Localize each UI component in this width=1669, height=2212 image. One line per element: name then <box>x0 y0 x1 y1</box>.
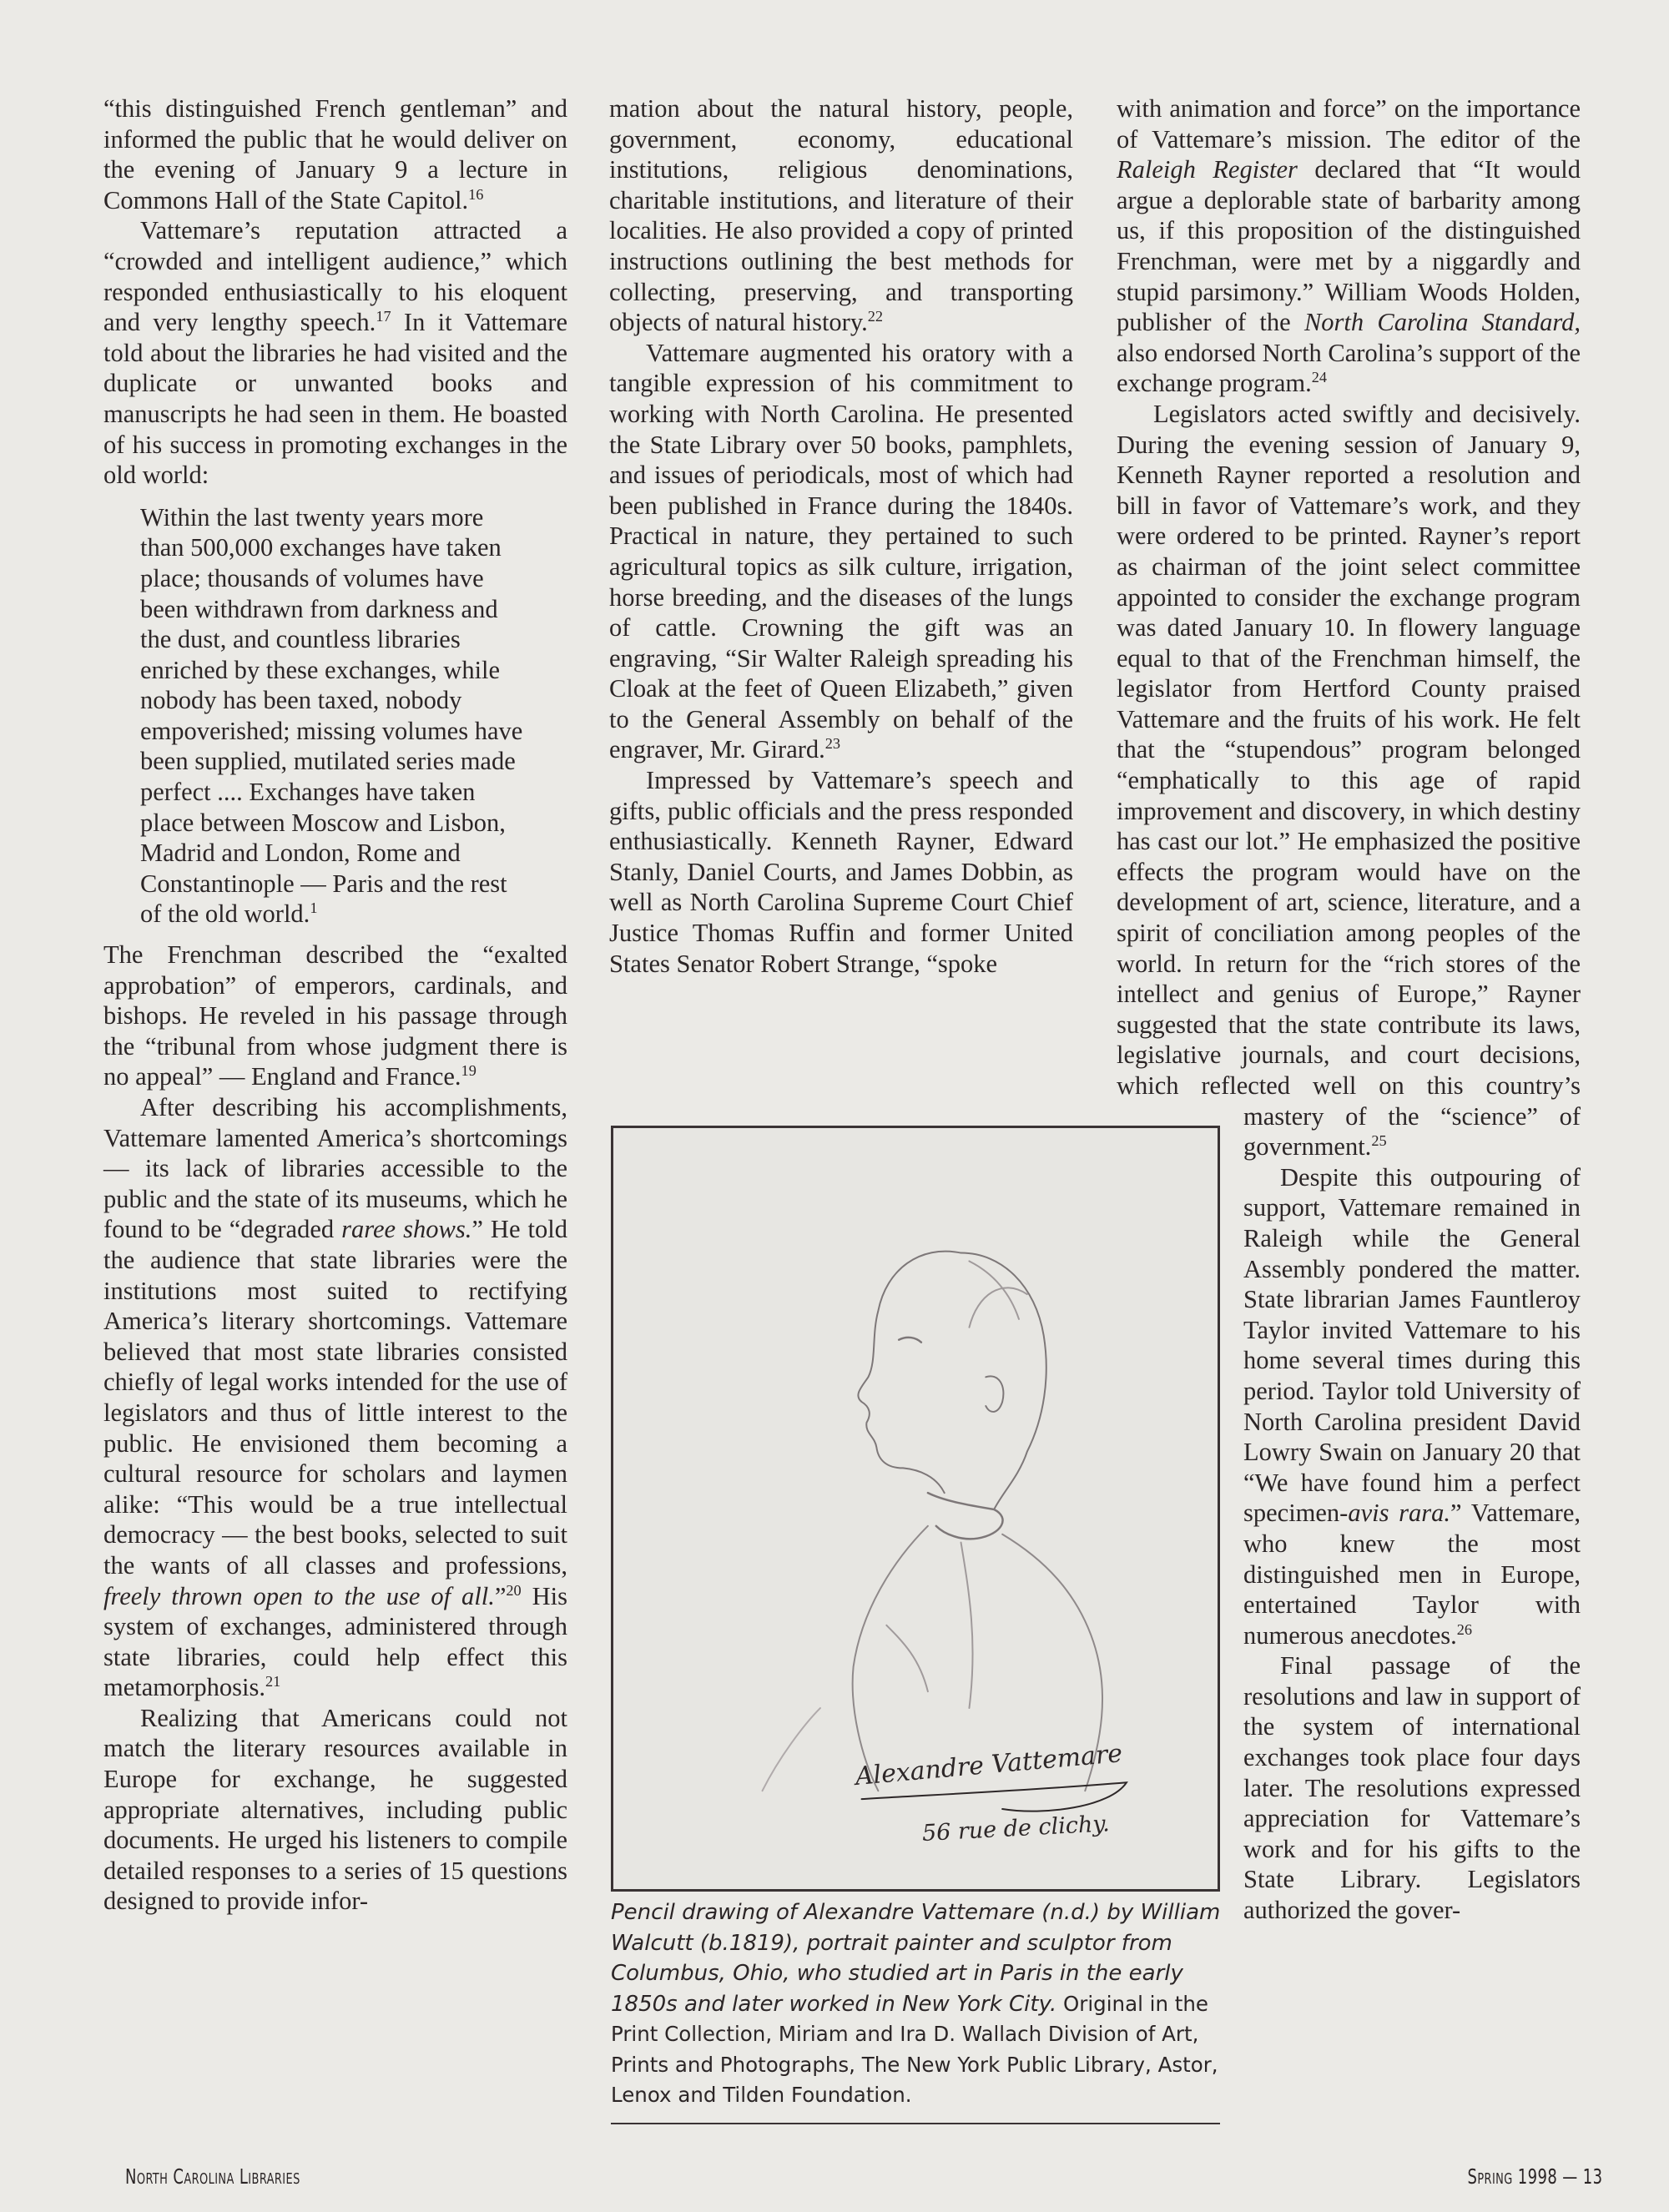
footnote-ref: 26 <box>1456 1620 1473 1638</box>
caption-italic: Pencil drawing of Alexandre Vattemare (n.d.) by William Walcutt (b.1819), portrait painter and sculptor from Columbus, Ohio, who studied art in Paris in the early 1850s and later worked in New York City. <box>611 1900 1221 2017</box>
paragraph: Legislators acted swiftly and decisively. During the evening session of January 9, Kenneth Rayner reported a resolution and bill in favor of Vattemare’s work, and they were ordered to be printed. Rayner’s report as chairman of the joint select committee appointed to consider the exchange program was dated January 10. In flowery language equal to that of the Frenchman himself, the legislator from Hertford County praised Vattemare and the fruits of his work. He felt that the “stupendous” program belonged “emphatically to this age of rapid improvement and discovery, in which destiny has cast our lot.” He emphasized the positive effects the program would have on the development of art, science, literature, and a spirit of conciliation among peoples of the world. In return for the “rich stores of the intellect and genius of Europe,” Rayner suggested that the state contribute its laws, legislative journals, and court decisions, which reflected well on this country’s mastery of the “science” of government.$^{25}$ <box>1117 399 1581 1161</box>
caption-credit: Original in the Print Collection, Miriam and Ira D. Wallach Division of Art, Prints and Photographs, The New York Public Library, Astor, Lenox and Tilden Foundation. <box>611 1991 1218 2107</box>
footnote-ref: 22 <box>867 308 884 325</box>
italic-text: raree shows. <box>341 1215 472 1244</box>
footnote-ref: 16 <box>468 185 484 203</box>
signature-address: 56 rue de clichy. <box>921 1811 1111 1847</box>
block-quote: Within the last twenty years more than 500,000 exchanges have taken place; thousands of volumes have been withdrawn from darkness and the dust, and countless libraries enriched by these exchanges, while nobody has been taxed, nobody empoverished; missing volumes have been supplied, mutilated series made perfect .... Exchanges have taken place between Moscow and Lisbon, Madrid and London, Rome and Constantinople — Paris and the rest of the old world.$^1$ <box>140 502 523 929</box>
paragraph: Vattemare augmented his oratory with a tangible expression of his commitment to working with North Carolina. He presented the State Library over 50 books, pamphlets, and issues of periodicals, most of which had been published in France during the 1840s. Practical in nature, they pertained to such agricultural topics as silk culture, irrigation, horse breeding, and the diseases of the lungs of cattle. Crowning the gift was an engraving, “Sir Walter Raleigh spreading his Cloak at the feet of Queen Elizabeth,” given to the General Assembly on behalf of the engraver, Mr. Girard.$^{23}$ <box>609 338 1073 764</box>
footnote-ref: 1 <box>310 899 318 917</box>
paragraph: “this distinguished French gentleman” and informed the public that he would deliver on the evening of January 9 a lecture in Commons Hall of the State Capitol.$^{16}$ <box>103 94 567 214</box>
footnote-ref: 23 <box>824 735 841 753</box>
footnote-ref: 21 <box>265 1673 281 1690</box>
paragraph: Despite this outpouring of support, Vattemare remained in Raleigh while the General Assembly pondered the matter. State librarian James Fauntleroy Taylor invited Vattemare to his home several times during this period. Taylor told University of North Carolina president David Lowry Swain on January 20 that “We have found him a perfect specimen-avis rara.” Vattemare, who knew the most distinguished men in Europe, entertained Taylor with numerous anecdotes.$^{26}$ <box>1243 1162 1581 1650</box>
portrait-figure <box>611 1126 1220 1892</box>
italic-text: North Carolina Standard, <box>1303 308 1581 337</box>
paragraph: The Frenchman described the “exalted approbation” of emperors, cardinals, and bishops. He reveled in his passage through the “tribunal from whose judgment there is no appeal” — England and France.$^{19}$ <box>103 940 567 1091</box>
figure-caption <box>611 1897 1228 2111</box>
footer-publication: North Carolina Libraries <box>125 2164 300 2189</box>
text-column-2 <box>609 93 1073 979</box>
italic-text: freely thrown open to the use of all. <box>103 1581 495 1610</box>
paragraph: After describing his accomplishments, Vattemare lamented America’s shortcomings — its lack of libraries accessible to the public and the state of its museums, which he found to be “degraded raree shows.” He told the audience that state libraries were the institutions most suited to rectifying America’s literary shortcomings. Vattemare believed that most state libraries consisted chiefly of legal works intended for the use of legislators and thus of little interest to the public. He envisioned them becoming a cultural resource for scholars and laymen alike: “This would be a true intellectual democracy — the best books, selected to suit the wants of all classes and professions, freely thrown open to the use of all.”$^{20}$ His system of exchanges, administered through state libraries, could help effect this metamorphosis.$^{21}$ <box>103 1093 568 1702</box>
footnote-ref: 25 <box>1371 1132 1387 1150</box>
paragraph: Vattemare’s reputation attracted a “crowded and intelligent audience,” which responded enthusiastically to his eloquent and very lengthy speech.$^{17}$ In it Vattemare told about the libraries he had visited and the duplicate or unwanted books and manuscripts he had seen in them. He boasted of his success in promoting exchanges in the old world: <box>103 216 567 490</box>
footnote-ref: 19 <box>461 1062 476 1080</box>
paragraph: Realizing that Americans could not match the literary resources available in Europe for exchange, he suggested appropriate alternatives, including public documents. He urged his listeners to compile detailed responses to a series of 15 questions designed to provide infor- <box>103 1703 567 1916</box>
text-column-1 <box>103 93 567 1917</box>
paragraph: Impressed by Vattemare’s speech and gifts, public officials and the press responded enthusiastically. Kenneth Rayner, Edward Stanly, Daniel Courts, and James Dobbin, as well as North Carolina Supreme Court Chief Justice Thomas Ruffin and former United States Senator Robert Strange, “spoke <box>609 766 1073 978</box>
footnote-ref: 24 <box>1311 369 1328 386</box>
italic-text: avis rara. <box>1348 1499 1451 1528</box>
footnote-ref: 20 <box>506 1581 522 1599</box>
paragraph: Final passage of the resolutions and law in support of the system of international exchanges took place four days later. The resolutions expressed appreciation for Vattemare’s work and for his gifts to the State Library. Legislators authorized the gover- <box>1243 1651 1581 1925</box>
paragraph: mation about the natural history, people, government, economy, educational institutions, religious denominations, charitable institutions, and literature of their localities. He also provided a copy of printed instructions outlining the best methods for collecting, preserving, and transporting objects of natural history.$^{22}$ <box>609 94 1073 337</box>
footer-issue-page: Spring 1998 — 13 <box>1467 2164 1602 2189</box>
paragraph: with animation and force” on the importance of Vattemare’s mission. The editor of the Raleigh Register declared that “It would argue a deplorable state of barbarity among us, if this proposition of the distinguished Frenchman, were met by a niggardly and stupid parsimony.” William Woods Holden, publisher of the North Carolina Standard, also endorsed North Carolina’s support of the exchange program.$^{24}$ <box>1117 94 1581 398</box>
italic-text: Raleigh Register <box>1117 155 1298 184</box>
footnote-ref: 17 <box>376 308 391 325</box>
signature: Alexandre Vattemare <box>854 1739 1124 1791</box>
caption-rule <box>611 2123 1220 2124</box>
